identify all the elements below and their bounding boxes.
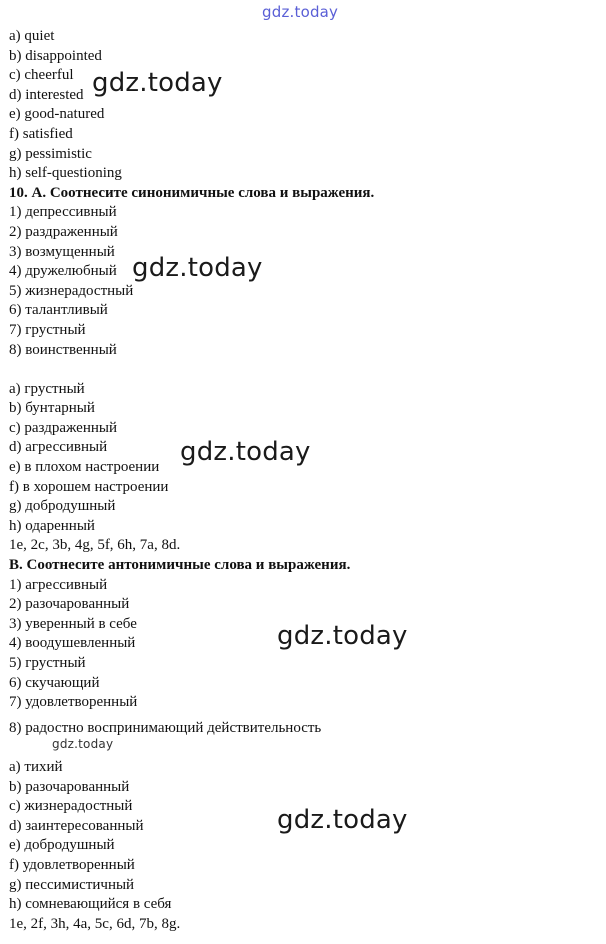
prev-answer-list: [9, 27, 599, 184]
watermark: gdz.today: [277, 805, 408, 835]
list-item: c) жизнерадостный: [9, 798, 133, 815]
list-item: h) сомневающийся в себя: [9, 896, 172, 913]
watermark-small: gdz.today: [52, 737, 114, 751]
list-item: 5) грустный: [9, 655, 86, 671]
list-item: 4) воодушевленный: [9, 635, 136, 652]
synonym-left-list: [9, 203, 599, 360]
list-item: 3) уверенный в себе: [9, 615, 137, 632]
list-item: 2) раздраженный: [9, 223, 118, 240]
watermark: gdz.today: [180, 437, 311, 467]
list-item: d) агрессивный: [9, 439, 108, 456]
list-item: e) добродушный: [9, 837, 115, 854]
list-item: g) пессимистичный: [9, 876, 135, 893]
answer-key-a: 1e, 2c, 3b, 4g, 5f, 6h, 7a, 8d.: [9, 537, 181, 554]
list-item: f) удовлетворенный: [9, 856, 135, 873]
list-item: h) self-questioning: [9, 165, 122, 182]
spacer: [9, 360, 599, 380]
list-item: d) interested: [9, 86, 84, 103]
answer-key-b: 1e, 2f, 3h, 4a, 5c, 6d, 7b, 8g.: [9, 915, 181, 932]
document-page: [9, 27, 599, 934]
watermark: gdz.today: [277, 621, 408, 651]
list-item: 6) скучающий: [9, 674, 100, 691]
list-item: 1) депрессивный: [9, 204, 117, 221]
list-item: f) в хорошем настроении: [9, 478, 169, 495]
list-item: c) cheerful: [9, 67, 74, 84]
list-item: b) бунтарный: [9, 400, 95, 417]
list-item: 5) жизнерадостный: [9, 282, 134, 299]
list-item: 7) грустный: [9, 321, 86, 338]
watermark: gdz.today: [132, 253, 263, 283]
antonym-left-list: [9, 576, 599, 739]
watermark: gdz.today: [92, 68, 223, 98]
list-item: a) тихий: [9, 758, 63, 775]
list-item: g) добродушный: [9, 498, 116, 515]
list-item: 7) удовлетворенный: [9, 694, 138, 711]
list-item: 6) талантливый: [9, 302, 108, 319]
list-item: b) разочарованный: [9, 778, 130, 795]
watermark-top: gdz.today: [262, 3, 339, 21]
list-item: h) одаренный: [9, 517, 95, 534]
list-item: a) quiet: [9, 28, 55, 44]
list-item: g) pessimistic: [9, 145, 92, 162]
list-item: c) раздраженный: [9, 419, 117, 436]
exercise-heading-b: B. Соотнесите антонимичные слова и выражения.: [9, 557, 351, 574]
list-item: 3) возмущенный: [9, 243, 115, 260]
list-item: 8) воинственный: [9, 341, 117, 358]
list-item: 4) дружелюбный: [9, 263, 117, 280]
list-item: 8) радостно воспринимающий действительность: [9, 719, 322, 736]
list-item: e) в плохом настроении: [9, 459, 160, 476]
list-item: a) грустный: [9, 380, 85, 397]
list-item: 1) агрессивный: [9, 576, 108, 593]
list-item: e) good-natured: [9, 106, 105, 123]
antonym-right-list: [9, 758, 599, 915]
list-item: f) satisfied: [9, 125, 73, 142]
list-item: b) disappointed: [9, 47, 102, 64]
exercise-heading-a: 10. А. Соотнесите синонимичные слова и выражения.: [9, 184, 375, 201]
list-item: 2) разочарованный: [9, 596, 130, 613]
list-item: d) заинтересованный: [9, 817, 144, 834]
